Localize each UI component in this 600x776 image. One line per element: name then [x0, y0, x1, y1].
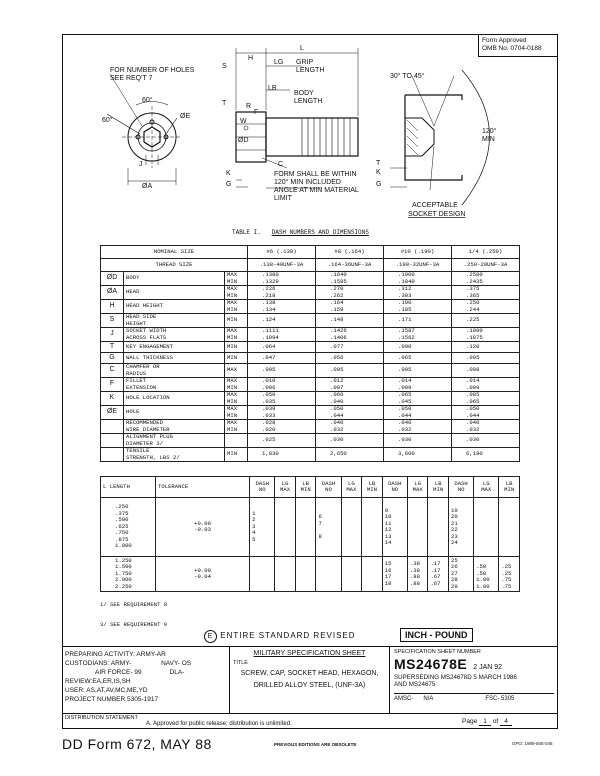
note-requirement-9: 3/ SEE REQUIREMENT 9: [100, 621, 168, 628]
header-lb: LB MIN: [428, 477, 449, 498]
dimension-value: .2500 .2435: [452, 272, 520, 286]
dimension-symbol: T: [101, 342, 124, 353]
table-row: [101, 246, 520, 259]
page-indicator: [462, 718, 512, 726]
limit-type: MAX: [225, 364, 248, 378]
dimension-value: .012 .007: [316, 378, 384, 392]
dimension-value: .065: [384, 353, 452, 364]
dimension-value: .138 .134: [248, 300, 316, 314]
table-row: [101, 314, 520, 328]
dimension-value: .375 .365: [452, 286, 520, 300]
limit-type: MAX MIN: [225, 300, 248, 314]
dimension-value: .050 .044: [316, 406, 384, 420]
label-r: R: [246, 103, 252, 110]
custodians-label: CUSTODIANS: ARMY-: [65, 660, 132, 667]
table-row: [101, 392, 520, 406]
label-g-right: G: [376, 181, 382, 188]
header-lg: LG MAX: [474, 477, 499, 498]
dimension-name: HEAD SIDE HEIGHT: [124, 314, 225, 328]
dimension-value: .008: [452, 364, 520, 378]
dimension-symbol: H: [101, 300, 124, 314]
spec-number: MS24678E: [394, 656, 468, 672]
dimension-name: CHAMFER OR RADIUS: [124, 364, 225, 378]
table-title: [232, 229, 369, 236]
gpo-code: GPO: 1989-505-046: [512, 741, 553, 746]
dimension-value: .039 .033: [248, 406, 316, 420]
dimension-value: .225: [452, 314, 520, 328]
dash-10: 9 10 11 12 13 14: [382, 498, 407, 557]
title-cell: [230, 647, 390, 713]
note-requirement-8: 1/ SEE REQUIREMENT 8: [100, 601, 168, 608]
table-row: [101, 448, 520, 462]
table-row: [101, 477, 520, 498]
limit-type: MAX MIN: [225, 378, 248, 392]
header-dash: DASH NO: [449, 477, 474, 498]
dimension-name: KEY ENGAGEMENT: [124, 342, 225, 353]
dimension-name: WALL THICKNESS: [124, 353, 225, 364]
dimension-value: .047: [248, 353, 316, 364]
dimension-value: .014 .009: [384, 378, 452, 392]
limit-type: MIN: [225, 314, 248, 328]
title-line-1: SCREW, CAP, SOCKET HEAD, HEXAGON,: [240, 670, 379, 677]
table-title-prefix: TABLE I.: [232, 229, 261, 236]
dimension-value: .1111 .1094: [248, 328, 316, 342]
size-header: #6 (.138): [248, 246, 316, 259]
lb-10-b: .17 .17 .67 .67: [428, 557, 449, 592]
table-cell: [275, 557, 296, 592]
label-hole-dia: ØE: [180, 113, 191, 120]
air-force-row: [65, 668, 226, 677]
grip-label-line-2: LENGTH: [296, 67, 325, 74]
table-row: [101, 286, 520, 300]
label-k: K: [226, 170, 231, 177]
project-number: PROJECT NUMBER 5305-1917: [65, 696, 159, 703]
dimension-value: .120: [452, 342, 520, 353]
dimension-symbol: ØE: [101, 406, 124, 420]
table-cell: [362, 557, 383, 592]
spec-number-label: SPECIFICATION SHEET NUMBER: [394, 649, 481, 655]
header-length: L LENGTH: [101, 477, 156, 498]
dimension-value: .030: [452, 434, 520, 448]
table-cell: [428, 498, 449, 557]
dash-10-b: 15 16 17 18: [382, 557, 407, 592]
lengths-group-b: 1.250 1.500 1.750 2.000 2.250: [101, 557, 156, 592]
label-h: H: [248, 55, 254, 62]
size-header: 1/4 (.250): [452, 246, 520, 259]
table-cell: [499, 498, 520, 557]
dimension-name: HOLE LOCATION: [124, 392, 225, 406]
limit-type: MIN: [225, 342, 248, 353]
dimension-name: FILLET EXTENSION: [124, 378, 225, 392]
header-nominal-size: NOMINAL SIZE: [101, 246, 248, 259]
dimension-value: .171: [384, 314, 452, 328]
dimension-value: 6,190: [452, 448, 520, 462]
previous-editions-note: PREVIOUS EDITIONS ARE OBSOLETE: [274, 742, 357, 747]
dimension-value: .005: [316, 364, 384, 378]
label-t-right: T: [376, 160, 381, 167]
thread-size: .250-28UNF-3A: [452, 259, 520, 272]
table-cell: [275, 498, 296, 557]
omb-line-2: OMB No. 0704-0188: [482, 45, 542, 52]
acceptable-label: ACCEPTABLE: [412, 202, 458, 209]
revision-letter: E: [204, 630, 217, 643]
limit-type: MAX MIN: [225, 328, 248, 342]
dimension-value: .1640 .1585: [316, 272, 384, 286]
dimension-value: .095: [452, 353, 520, 364]
dimension-symbol: ØD: [101, 272, 124, 286]
form-note-line-1: FORM SHALL BE WITHIN: [274, 171, 357, 178]
form-note-line-3: ANGLE AT MIN MATERIAL: [274, 187, 359, 194]
holes-note-line-2: SEE REQ'T 7: [110, 75, 153, 82]
superseding-line-2: AND MS24675: [394, 681, 436, 688]
dimension-value: .050 .035: [248, 392, 316, 406]
dimension-value: 1,830: [248, 448, 316, 462]
dimension-value: .270 .262: [316, 286, 384, 300]
table-cell: [341, 498, 362, 557]
angle-30-45: 30° TO 45°: [390, 73, 425, 80]
dash-14: 19 20 21 22 23 24: [449, 498, 474, 557]
label-k-right: K: [376, 169, 381, 176]
dimension-value: .028 .020: [248, 420, 316, 434]
dimension-value: .030: [384, 434, 452, 448]
grip-label-line-1: GRIP: [296, 59, 314, 66]
label-f: F: [254, 109, 259, 116]
limit-type: MAX MIN: [225, 272, 248, 286]
dimension-value: .005: [384, 364, 452, 378]
dimension-symbol: F: [101, 378, 124, 392]
header-thread-size: THREAD SIZE: [101, 259, 248, 272]
limit-type: MAX MIN: [225, 286, 248, 300]
label-c: C: [278, 161, 284, 168]
custodians-row: [65, 659, 226, 668]
size-header: #8 (.164): [316, 246, 384, 259]
dimension-symbol: G: [101, 353, 124, 364]
dimension-value: .050 .044: [452, 406, 520, 420]
thread-size: .190-32UNF-3A: [384, 259, 452, 272]
label-t: T: [222, 100, 227, 107]
label-s: S: [222, 63, 227, 70]
label-l: L: [300, 45, 304, 52]
revision-text: ENTIRE STANDARD REVISED: [220, 631, 356, 640]
dimension-name: TENSILE STRENGTH, LBS 2/: [124, 448, 225, 462]
dimension-name: HEAD: [124, 286, 225, 300]
header-lg: LG MAX: [407, 477, 428, 498]
label-g: G: [226, 181, 232, 188]
body-label-line-2: LENGTH: [294, 98, 323, 105]
size-header: #10 (.190): [384, 246, 452, 259]
table-row: [101, 406, 520, 420]
revision-statement: [204, 630, 356, 643]
dimension-value: .1900 .1875: [452, 328, 520, 342]
label-w: W: [240, 118, 247, 125]
header-dash: DASH NO: [250, 477, 275, 498]
table-row: [101, 364, 520, 378]
dimension-value: .085 .065: [452, 392, 520, 406]
dimension-name: RECOMMENDED WIRE DIAMETER: [124, 420, 225, 434]
dimension-value: .1426 .1406: [316, 328, 384, 342]
header-lg: LG MAX: [275, 477, 296, 498]
dimension-name: ALIGNMENT PLUG DIAMETER 3/: [124, 434, 225, 448]
title-label: TITLE: [233, 660, 248, 666]
page-number: 1: [479, 718, 491, 726]
table-cell: [295, 557, 316, 592]
thread-size: .164-36UNF-3A: [316, 259, 384, 272]
label-lb: LB: [268, 85, 277, 92]
distribution-row: [62, 713, 558, 730]
amsc-label: AMSC-: [394, 696, 414, 702]
form-id: DD Form 672, MAY 88: [62, 736, 212, 752]
socket-design-label: SOCKET DESIGN: [408, 211, 466, 218]
label-lg: LG: [274, 59, 284, 66]
lb-14-b: .25 .25 .75 .75: [499, 557, 520, 592]
spec-date: 2 JAN 92: [473, 664, 503, 671]
dimension-value: .040 .032: [452, 420, 520, 434]
dimension-value: .010 .006: [248, 378, 316, 392]
body-label-line-1: BODY: [294, 90, 314, 97]
page-total: 4: [500, 718, 512, 726]
page-of: of: [492, 718, 499, 725]
dimension-value: .1380 .1329: [248, 272, 316, 286]
fsc-value: FSC- 5305: [485, 696, 515, 702]
preparing-activity: PREPARING ACTIVITY: ARMY-AR: [65, 651, 166, 658]
dimension-value: .190 .185: [384, 300, 452, 314]
dimension-value: .030: [316, 434, 384, 448]
activity-cell: [62, 647, 230, 713]
distribution-text: A. Approved for public release; distribution is unlimited.: [146, 721, 292, 727]
header-lb: LB MIN: [499, 477, 520, 498]
units-box: INCH - POUND: [400, 628, 473, 642]
table-row: [101, 342, 520, 353]
header-dash: DASH NO: [382, 477, 407, 498]
table-row: [101, 434, 520, 448]
dimension-symbol: S: [101, 314, 124, 328]
dimension-symbol: K: [101, 392, 124, 406]
form-note-line-4: LIMIT: [274, 195, 292, 202]
dimension-name: HEAD HEIGHT: [124, 300, 225, 314]
custodian-air-force: AIR FORCE- 99: [95, 669, 142, 676]
lg-10-b: .38 .38 .88 .88: [407, 557, 428, 592]
limit-type: MAX MIN: [225, 406, 248, 420]
limit-type: MIN: [225, 353, 248, 364]
dimension-value: .077: [316, 342, 384, 353]
form-note-line-2: 120° MIN INCLUDED: [274, 179, 341, 186]
header-tolerance: TOLERANCE: [156, 477, 250, 498]
dimension-symbol: [101, 420, 124, 434]
table-cell: [407, 498, 428, 557]
dimension-value: .148: [316, 314, 384, 328]
table-row: [101, 353, 520, 364]
table-row: [101, 300, 520, 314]
angle-60-top: 60°: [142, 97, 153, 104]
table-row: [101, 557, 520, 592]
dimension-value: 3,600: [384, 448, 452, 462]
limit-type: MAX MIN: [225, 420, 248, 434]
title-line-2: DRILLED ALLOY STEEL, (UNF-3A): [253, 682, 366, 689]
label-head-dia: ØA: [142, 183, 153, 190]
lg-14-b: .50 .50 1.00 1.00: [474, 557, 499, 592]
table-cell: [316, 557, 341, 592]
dimension-value: .1900 .1840: [384, 272, 452, 286]
dimension-value: .1587 .1562: [384, 328, 452, 342]
dimension-value: .060 .040: [316, 392, 384, 406]
table-row: [101, 259, 520, 272]
custodian-dla: DLA-: [169, 669, 185, 676]
dash-8: 6 7 8: [316, 498, 341, 557]
table-cell: [362, 498, 383, 557]
header-dash: DASH NO: [316, 477, 341, 498]
table-title-text: DASH NUMBERS AND DIMENSIONS: [271, 229, 369, 236]
dimension-value: .014 .009: [452, 378, 520, 392]
superseding-line-1: SUPERSEDING MS24678D 5 MARCH 1986: [394, 674, 517, 681]
angle-120: 120°: [482, 128, 497, 135]
dimension-name: HOLE: [124, 406, 225, 420]
dimension-value: .164 .159: [316, 300, 384, 314]
tolerance-group-a: +0.00 -0.03: [156, 498, 250, 557]
limit-type: [225, 434, 248, 448]
table-cell: [295, 498, 316, 557]
page-label: Page: [462, 718, 478, 725]
table-cell: [474, 498, 499, 557]
dimension-value: .064: [248, 342, 316, 353]
lengths-group-a: .250 .375 .500 .625 .750 .875 1.000: [101, 498, 156, 557]
amsc-row: [394, 693, 554, 702]
dimension-value: .025: [248, 434, 316, 448]
holes-note-line-1: FOR NUMBER OF HOLES: [110, 67, 195, 74]
dimension-symbol: J: [101, 328, 124, 342]
dimension-symbol: [101, 448, 124, 462]
dimension-symbol: C: [101, 364, 124, 378]
angle-min: MIN: [482, 136, 495, 143]
dimension-name: BODY: [124, 272, 225, 286]
dimension-value: .065 .045: [384, 392, 452, 406]
dimension-value: .124: [248, 314, 316, 328]
table-cell: [250, 557, 275, 592]
table-cell: [341, 557, 362, 592]
dimension-symbol: [101, 434, 124, 448]
dimension-name: SOCKET WIDTH ACROSS FLATS: [124, 328, 225, 342]
user-activities: USER: AS,AT,AV,MC,ME,YD: [65, 687, 148, 694]
dash-6: 1 2 3 4 5: [250, 498, 275, 557]
label-body-dia: ØD: [238, 137, 249, 144]
dimension-symbol: ØA: [101, 286, 124, 300]
header-lb: LB MIN: [362, 477, 383, 498]
angle-60-left: 60°: [102, 117, 113, 124]
dimensions-table: [100, 245, 520, 462]
dimension-value: .040 .032: [384, 420, 452, 434]
dimension-value: .050 .044: [384, 406, 452, 420]
spec-cell: [390, 647, 558, 713]
dimension-value: .226 .218: [248, 286, 316, 300]
dimension-value: .005: [248, 364, 316, 378]
table-row: [101, 328, 520, 342]
review-activities: REVIEW:EA,ER,IS,SH: [65, 678, 131, 685]
dimension-value: 2,650: [316, 448, 384, 462]
dimension-value: .040 .032: [316, 420, 384, 434]
table-row: [101, 420, 520, 434]
omb-line-1: Form Approved: [482, 37, 527, 44]
limit-type: MAX MIN: [225, 392, 248, 406]
dimension-value: .056: [316, 353, 384, 364]
length-table: [100, 476, 520, 592]
dimension-value: .312 .303: [384, 286, 452, 300]
custodian-navy: NAVY- OS: [161, 660, 192, 667]
spec-number-row: [394, 656, 554, 672]
label-j: J: [139, 161, 143, 168]
table-row: [101, 378, 520, 392]
table-row: [101, 272, 520, 286]
distribution-label: DISTRIBUTION STATEMENT: [65, 715, 138, 721]
thread-size: .138-40UNF-3A: [248, 259, 316, 272]
header-lb: LB MIN: [295, 477, 316, 498]
table-row: [101, 498, 520, 557]
header-lg: LG MAX: [341, 477, 362, 498]
dimension-value: .090: [384, 342, 452, 353]
tolerance-group-b: +0.00 -0.04: [156, 557, 250, 592]
limit-type: MIN: [225, 448, 248, 462]
sheet-title: MILITARY SPECIFICATION SHEET: [253, 650, 366, 657]
dimension-value: .250 .244: [452, 300, 520, 314]
dash-14-b: 25 26 27 28 29: [449, 557, 474, 592]
amsc-value: N/A: [423, 696, 434, 702]
screw-drawing: [62, 40, 558, 230]
title-block: [62, 646, 558, 729]
